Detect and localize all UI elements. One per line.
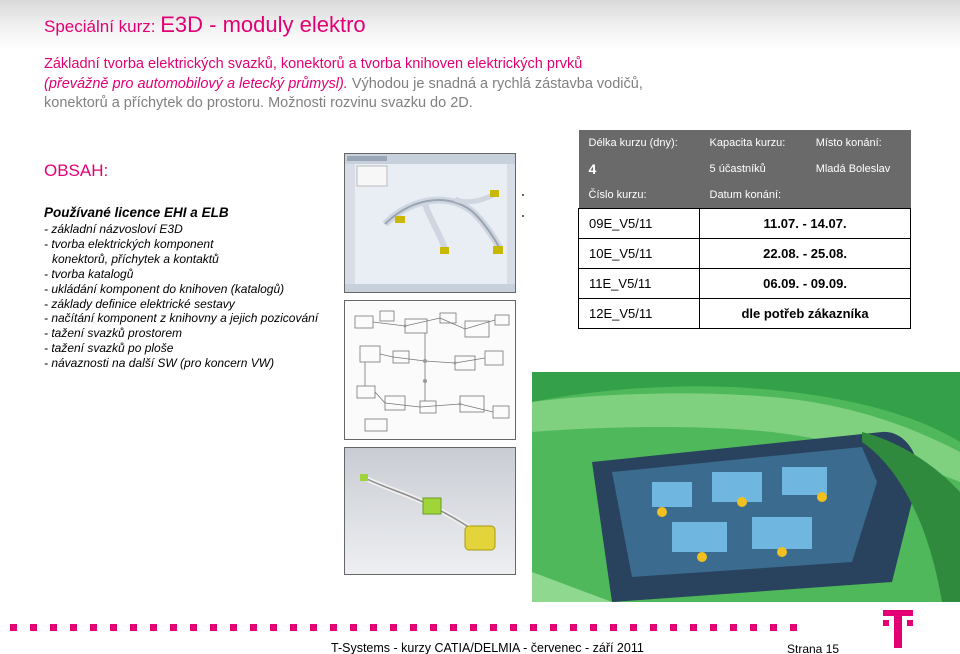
list-item: - návaznosti na další SW (pro koncern VW): [44, 356, 275, 371]
intro-line-2-italic: (převážně pro automobilový a letecký průmysl).: [44, 75, 348, 92]
course-date: 06.09. - 09.09.: [700, 268, 911, 298]
footer-text: T-Systems - kurzy CATIA/DELMIA - červenec - září 2011: [331, 641, 644, 654]
list-item: - tažení svazků prostorem: [44, 326, 183, 341]
car-door-harness-render: [532, 372, 960, 602]
header-course-number: Číslo kurzu:: [579, 183, 700, 208]
course-info-header-row: [579, 130, 911, 155]
course-info-table: [578, 130, 911, 329]
course-date: 11.07. - 14.07.: [700, 208, 911, 238]
intro-text: [44, 55, 684, 114]
intro-line-2-rest: Výhodou je snadná a rychlá zástavba vodičů,: [347, 75, 643, 92]
course-info-value-row: [579, 155, 911, 183]
table-row: [579, 238, 911, 268]
table-row: [579, 298, 911, 328]
intro-line-2: [44, 75, 684, 95]
table-row: [579, 268, 911, 298]
course-code: 11E_V5/11: [579, 268, 700, 298]
list-item: - základní názvosloví E3D: [44, 222, 183, 236]
magenta-dot-row: [10, 624, 870, 632]
list-item: - základy definice elektrické sestavy: [44, 296, 235, 311]
list-item: - načítání komponent z knihovny a jejich pozicování: [44, 311, 319, 326]
course-date: 22.08. - 25.08.: [700, 238, 911, 268]
catia-harness-screenshot: [344, 153, 516, 293]
header-date: Datum konání:: [700, 183, 911, 208]
decor-dot: [522, 215, 524, 217]
intro-line-3: konektorů a příchytek do prostoru. Možnosti rozvinu svazku do 2D.: [44, 95, 473, 111]
course-code: 09E_V5/11: [579, 208, 700, 238]
course-sub-header-row: [579, 183, 911, 208]
list-item: - ukládání komponent do knihoven (katalogů): [44, 281, 285, 296]
header-location: Místo konání:: [806, 130, 911, 155]
header-capacity: Kapacita kurzu:: [700, 130, 806, 155]
page-number: Strana 15: [787, 642, 840, 654]
list-item: - tažení svazků po ploše: [44, 341, 174, 356]
intro-line-1: Základní tvorba elektrických svazků, konektorů a tvorba knihoven elektrických prvků: [44, 56, 583, 72]
list-item: - tvorba katalogů: [44, 266, 134, 281]
course-code: 12E_V5/11: [579, 298, 700, 328]
course-code: 10E_V5/11: [579, 238, 700, 268]
telekom-t-logo-icon: [883, 610, 913, 648]
list-item: konektorů, příchytek a kontaktů: [52, 251, 219, 266]
value-location: Mladá Boleslav: [806, 155, 911, 183]
content-list: [44, 204, 318, 371]
title-suffix: - moduly elektro: [203, 12, 366, 37]
page-title: [44, 12, 366, 38]
content-heading: Používané licence EHI a ELB: [44, 205, 229, 220]
title-prefix: Speciální kurz:: [44, 17, 161, 36]
table-row: [579, 208, 911, 238]
value-length: 4: [579, 155, 700, 183]
harness-2d-drawing: [344, 300, 516, 440]
course-date: dle potřeb zákazníka: [700, 298, 911, 328]
harness-assembly-screenshot: [344, 447, 516, 575]
value-capacity: 5 účastníků: [700, 155, 806, 183]
list-item: - tvorba elektrických komponent: [44, 236, 214, 251]
obsah-label: OBSAH:: [44, 161, 109, 180]
header-length: Délka kurzu (dny):: [579, 130, 700, 155]
title-main: E3D: [160, 12, 204, 37]
decor-dot: [522, 194, 524, 196]
